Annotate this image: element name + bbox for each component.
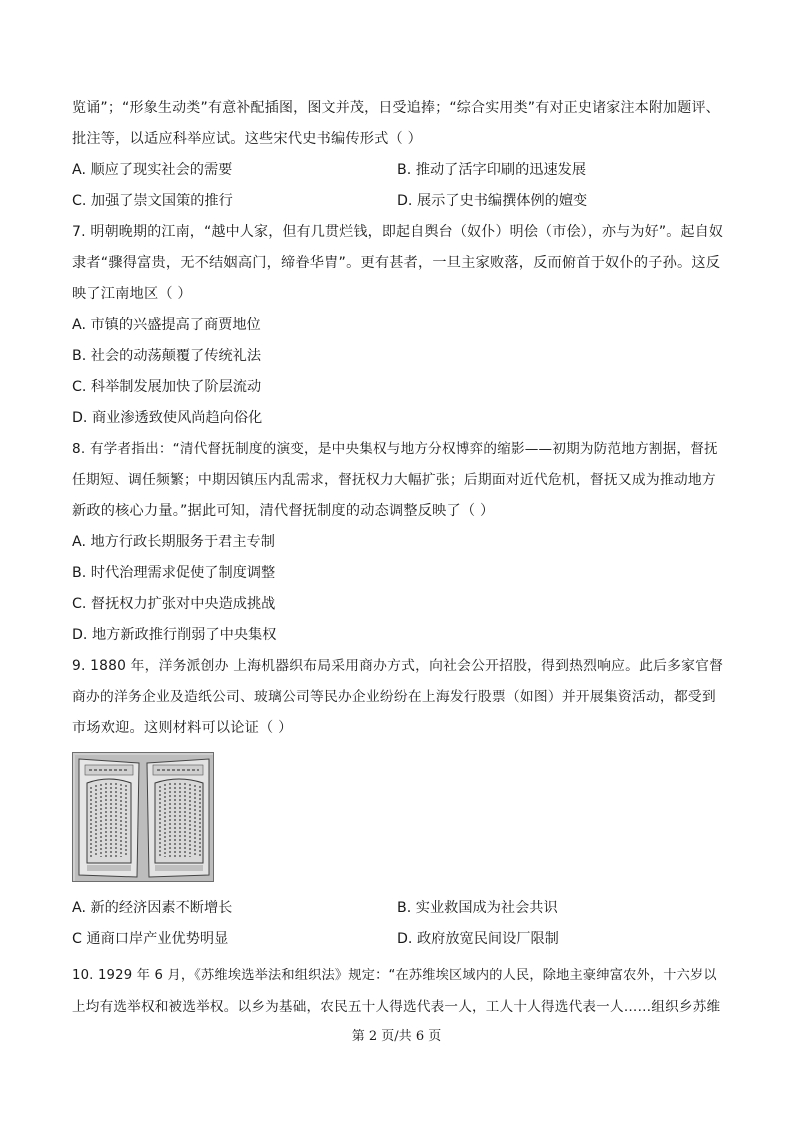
q7-option-c: C. 科举制发展加快了阶层流动 [72,379,262,395]
q7-line-1: 7. 明朝晚期的江南，“越中人家，但有几贯烂钱，即起自舆台（奴仆）明侩（市侩），亦与为好”。起自奴 [72,224,724,240]
q8-option-d: D. 地方新政推行削弱了中央集权 [72,627,277,643]
q7-option-a: A. 市镇的兴盛提高了商贾地位 [72,317,261,333]
q8-line-2: 任期短、调任频繁；中期因镇压内乱需求，督抚权力大幅扩张；后期面对近代危机，督抚又成为推动地方 [72,472,716,488]
q10-line-1: 10. 1929 年 6 月，《苏维埃选举法和组织法》规定：“在苏维埃区域内的人民，除地主豪绅富农外，十六岁以 [72,968,717,983]
q9-line-1: 9. 1880 年，洋务派创办 上海机器织布局采用商办方式，向社会公开招股，得到热烈响应。此后多家官督 [72,658,724,674]
q8-option-a: A. 地方行政长期服务于君主专制 [72,534,275,550]
q9-option-a: A. 新的经济因素不断增长 [72,900,233,916]
stock-certificate-image [72,752,214,882]
q7-line-2: 隶者“骤得富贵，无不结姻高门，缔眷华胄”。更有甚者，一旦主家败落，反而俯首于奴仆的子孙。这反 [72,255,721,271]
q9-option-c: C 通商口岸产业优势明显 [72,931,229,947]
q6-option-b: B. 推动了活字印刷的迅速发展 [397,162,587,178]
q9-line-3: 市场欢迎。这则材料可以论证（ ） [72,720,293,736]
q7-option-d: D. 商业渗透致使风尚趋向俗化 [72,410,263,426]
q9-option-d: D. 政府放宽民间设厂限制 [397,931,559,947]
q8-option-c: C. 督抚权力扩张对中央造成挑战 [72,596,276,612]
q9-line-2: 商办的洋务企业及造纸公司、玻璃公司等民办企业纷纷在上海发行股票（如图）并开展集资活动，都受到 [72,689,716,705]
page-number-footer: 第 2 页/共 6 页 [351,1029,442,1044]
q7-option-b: B. 社会的动荡颠覆了传统礼法 [72,348,262,364]
q6-option-c: C. 加强了崇文国策的推行 [72,193,233,209]
q6-line-1: 览诵”；“形象生动类”有意补配插图，图文并茂，日受追捧；“综合实用类”有对正史诸家注本附加题评、 [72,100,720,116]
q8-option-b: B. 时代治理需求促使了制度调整 [72,565,276,581]
q6-option-d: D. 展示了史书编撰体例的嬗变 [397,193,588,209]
q7-line-3: 映了江南地区（ ） [72,286,192,302]
q9-option-b: B. 实业救国成为社会共识 [397,900,558,916]
q8-line-3: 新政的核心力量。”据此可知，清代督抚制度的动态调整反映了（ ） [72,503,495,519]
q6-option-a: A. 顺应了现实社会的需要 [72,162,233,178]
q10-line-2: 上均有选举权和被选举权。以乡为基础，农民五十人得选代表一人，工人十人得选代表一人……组织乡苏维 [72,999,721,1015]
q8-line-1: 8. 有学者指出：“清代督抚制度的演变，是中央集权与地方分权博弈的缩影——初期为防范地方割据，督抚 [72,441,718,457]
q6-line-2: 批注等，以适应科举应试。这些宋代史书编传形式（ ） [72,131,423,147]
stock-certificate-scan [73,753,214,882]
